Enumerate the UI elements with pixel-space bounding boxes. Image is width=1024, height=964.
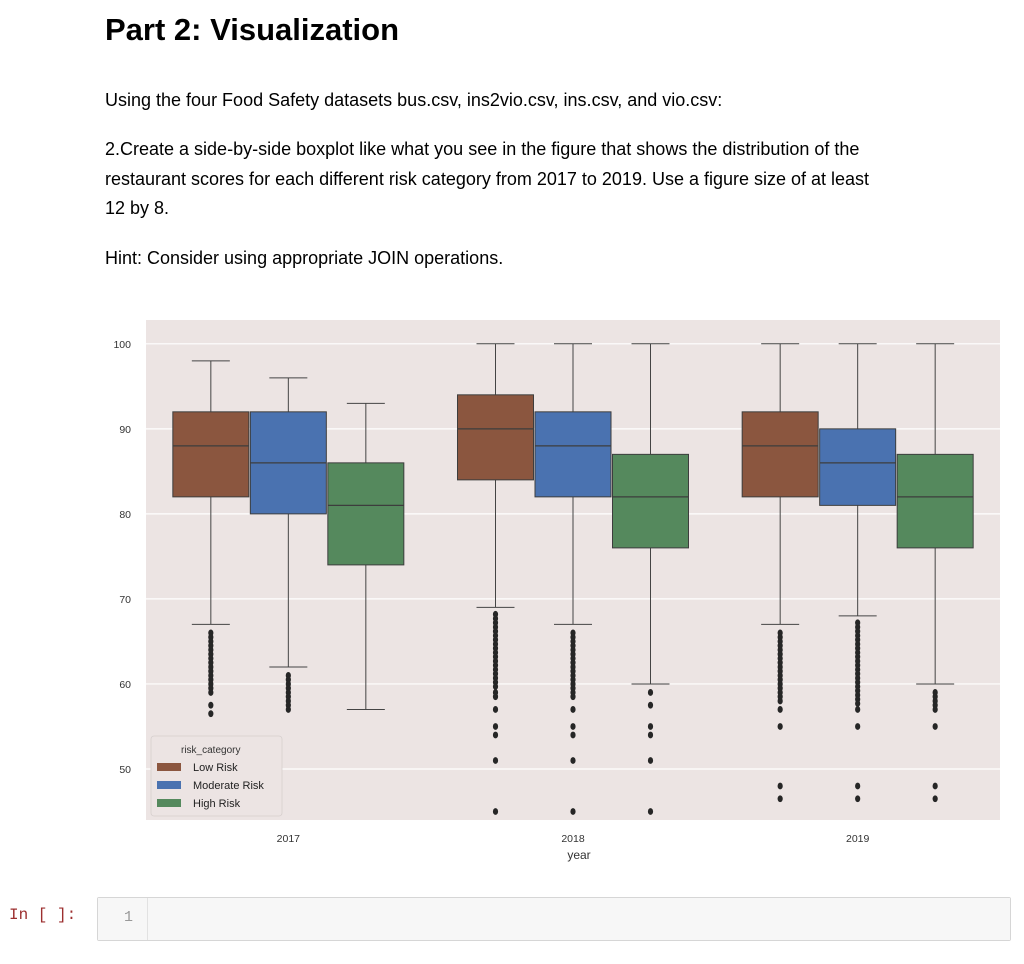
- outlier-point: [648, 757, 653, 764]
- x-axis-label: year: [567, 848, 591, 862]
- outlier-point: [493, 723, 498, 730]
- outlier-point: [778, 795, 783, 802]
- iqr-box: [458, 395, 534, 480]
- y-tick-label: 60: [119, 678, 131, 691]
- outlier-point: [570, 808, 575, 815]
- legend-label: Low Risk: [193, 762, 238, 774]
- outlier-point: [493, 757, 498, 764]
- outlier-point: [855, 795, 860, 802]
- outlier-point: [648, 808, 653, 815]
- task-line-2: restaurant scores for each different risk category from 2017 to 2019. Use a figure size of at least: [105, 168, 870, 189]
- outlier-point: [648, 732, 653, 739]
- legend-label: Moderate Risk: [193, 780, 264, 792]
- outlier-point: [570, 757, 575, 764]
- outlier-point: [933, 706, 938, 713]
- outlier-point: [855, 700, 860, 707]
- outlier-point: [570, 723, 575, 730]
- outlier-point: [778, 706, 783, 713]
- iqr-box: [613, 454, 689, 548]
- y-tick-labels: [113, 339, 131, 776]
- outlier-point: [493, 732, 498, 739]
- outlier-point: [493, 683, 498, 690]
- outlier-point: [570, 693, 575, 700]
- line-number: 1: [123, 909, 133, 926]
- outlier-point: [648, 702, 653, 709]
- outlier-point: [286, 706, 291, 713]
- outlier-point: [493, 706, 498, 713]
- outlier-point: [778, 723, 783, 730]
- iqr-box: [742, 412, 818, 497]
- iqr-box: [820, 429, 896, 506]
- outlier-point: [208, 689, 213, 696]
- legend-swatch: [157, 763, 181, 771]
- task-description: [105, 135, 995, 224]
- outlier-point: [855, 783, 860, 790]
- outlier-point: [933, 723, 938, 730]
- line-number-gutter: [98, 898, 148, 940]
- outlier-point: [493, 693, 498, 700]
- code-cell[interactable]: [97, 897, 1011, 941]
- boxplot-figure: [100, 312, 1010, 872]
- outlier-point: [778, 698, 783, 705]
- iqr-box: [173, 412, 249, 497]
- outlier-point: [493, 808, 498, 815]
- outlier-point: [208, 702, 213, 709]
- x-tick-label: 2018: [561, 833, 585, 845]
- y-tick-label: 50: [119, 763, 131, 776]
- outlier-point: [778, 783, 783, 790]
- code-editor-input[interactable]: [148, 898, 1010, 940]
- outlier-point: [933, 783, 938, 790]
- x-tick-label: 2019: [845, 833, 870, 845]
- outlier-point: [570, 732, 575, 739]
- outlier-point: [855, 723, 860, 730]
- iqr-box: [897, 454, 973, 548]
- outlier-point: [570, 706, 575, 713]
- legend-swatch: [157, 781, 181, 789]
- cell-prompt: In [ ]:: [9, 906, 77, 924]
- iqr-box: [328, 463, 404, 565]
- hint-text: Hint: Consider using appropriate JOIN operations.: [105, 248, 504, 268]
- legend: [151, 736, 282, 816]
- outlier-point: [648, 723, 653, 730]
- outlier-point: [933, 795, 938, 802]
- legend-swatch: [157, 799, 181, 807]
- outlier-point: [208, 710, 213, 717]
- legend-title: risk_category: [181, 745, 241, 756]
- iqr-box: [535, 412, 611, 497]
- x-tick-label: 2017: [276, 833, 301, 845]
- x-tick-labels: [277, 833, 870, 845]
- outlier-point: [648, 689, 653, 696]
- task-line-1: 2.Create a side-by-side boxplot like what you see in the figure that shows the distribution of the: [105, 139, 860, 159]
- y-tick-label: 80: [119, 508, 131, 521]
- outlier-point: [855, 706, 860, 713]
- legend-label: High Risk: [193, 798, 241, 810]
- task-line-3: 12 by 8.: [105, 198, 170, 218]
- y-tick-label: 100: [113, 338, 131, 351]
- intro-text: Using the four Food Safety datasets bus.csv, ins2vio.csv, ins.csv, and vio.csv:: [105, 90, 723, 110]
- y-tick-label: 90: [119, 423, 131, 436]
- y-tick-label: 70: [119, 593, 131, 606]
- section-heading: Part 2: Visualization: [105, 12, 400, 47]
